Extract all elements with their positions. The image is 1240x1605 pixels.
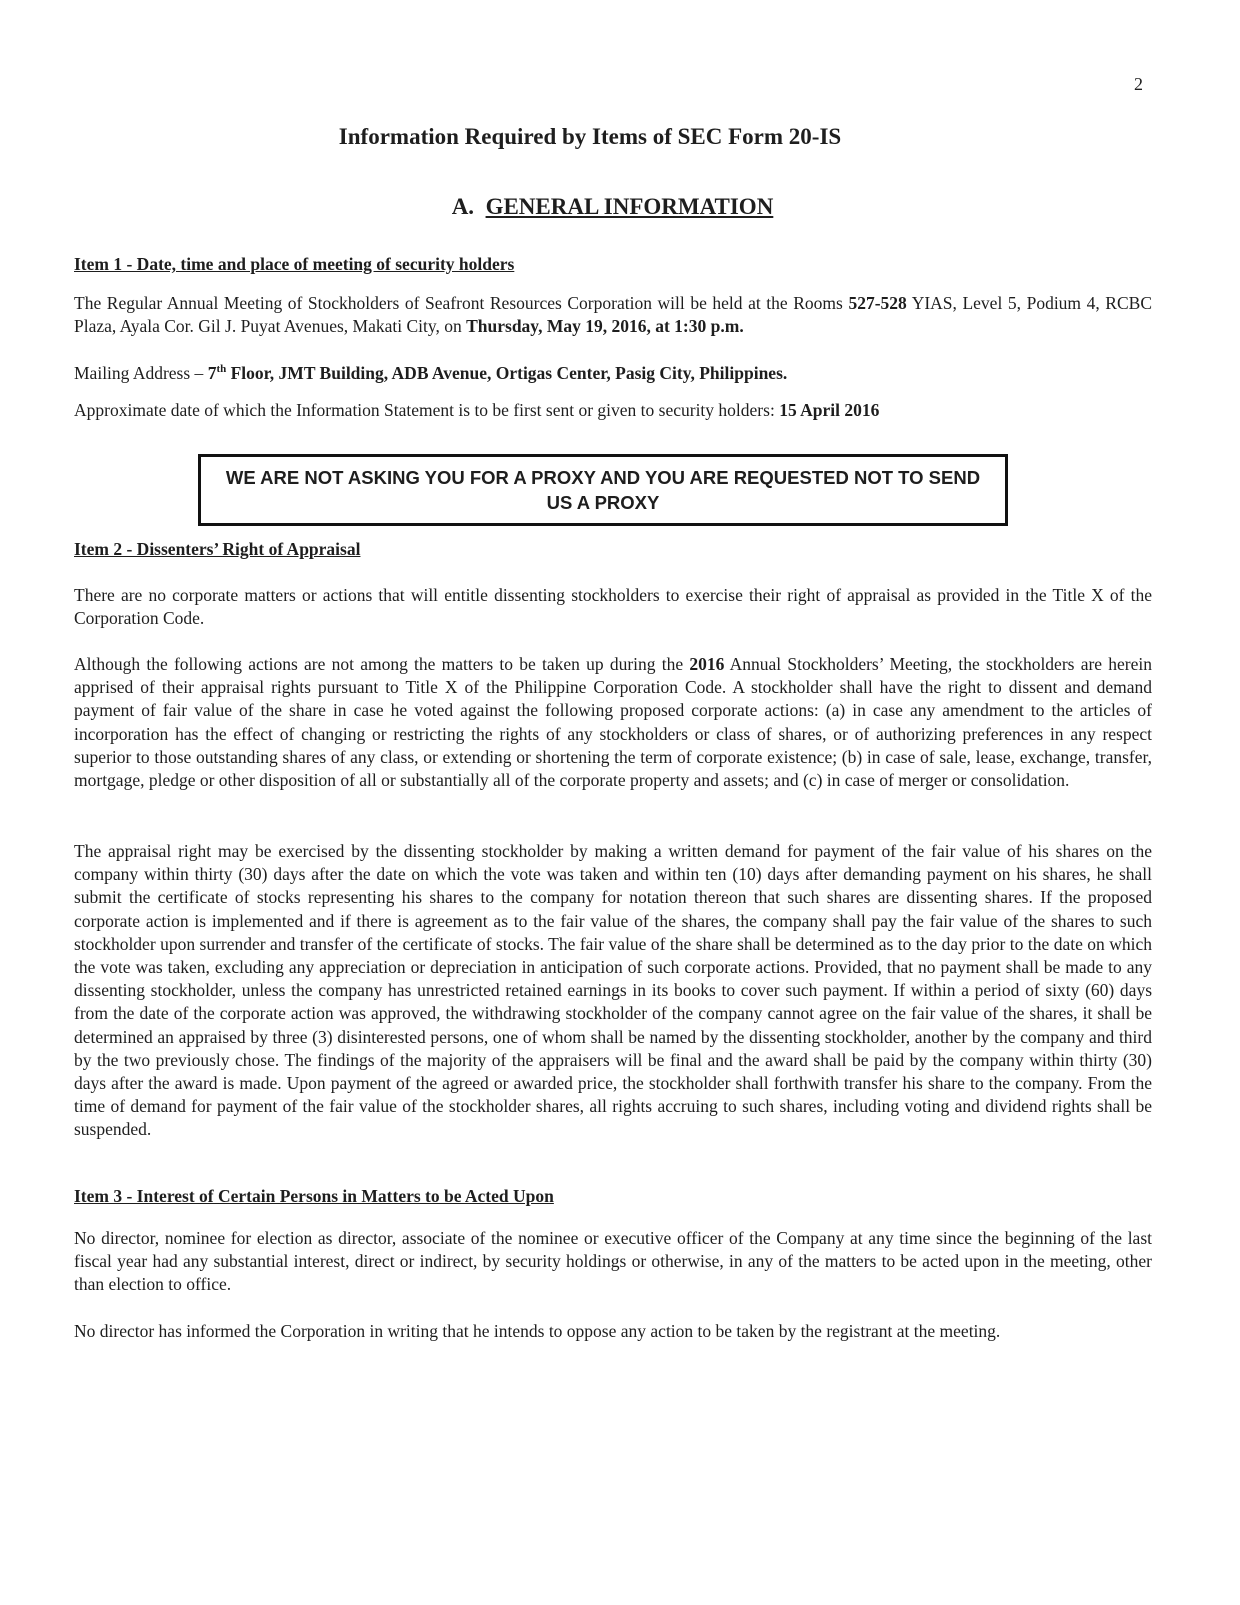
item2-p2-text-a: Although the following actions are not among the matters to be taken up during the	[74, 654, 690, 674]
section-heading	[0, 194, 1225, 220]
item1-meeting-date: Thursday, May 19, 2016, at 1:30 p.m.	[466, 316, 744, 337]
proxy-notice-box	[198, 454, 1008, 526]
item2-p2-text-b: Annual Stockholders’ Meeting, the stockholders are herein apprised of their appraisal rights pursuant to Title X of the Philippine Corporation Code. A stockholder shall have the right to dissent and demand payment of fair value of the share in case he voted against the following proposed corporate actions: (a) in case any amendment to the articles of incorporation has the effect of changing or restricting the rights of any stockholders or class of shares, or of authorizing preferences in any respect superior to those outstanding shares of any class, or extending or shortening the term of corporate existence; (b) in case of sale, lease, exchange, transfer, mortgage, pledge or other disposition of all or substantially all of the corporate property and assets; and (c) in case of merger or consolidation.	[74, 654, 1153, 791]
item1-p1-text-a: The Regular Annual Meeting of Stockholders of Seafront Resources Corporation will be held at the Rooms	[74, 293, 849, 313]
mailing-floor-suffix: th	[216, 363, 227, 375]
approx-date-value: 15 April 2016	[779, 400, 880, 420]
item2-paragraph-3: The appraisal right may be exercised by the dissenting stockholder by making a written demand for payment of the fair value of his shares on the company within thirty (30) days after the date on which the vote was taken and within ten (10) days after demanding payment on his shares, he shall submit the certificate of stocks representing his shares to the company for notation thereon that such shares are dissenting shares. If the proposed corporate action is implemented and if there is agreement as to the fair value of the shares, the company shall pay the fair value of the shares to such stockholder upon surrender and transfer of the certificate of stocks. The fair value of the share shall be determined as to the day prior to the date on which the vote was taken, excluding any appreciation or depreciation in anticipation of such corporate actions. Provided, that no payment shall be made to any dissenting stockholder, unless the company has unrestricted retained earnings in its books to cover such payment. If within a period of sixty (60) days from the date of the corporate action was approved, the withdrawing stockholder of the company cannot agree on the fair value of the shares, it shall be determined an appraised by three (3) disinterested persons, one of whom shall be named by the dissenting stockholder, another by the company and third by the two previously chose. The findings of the majority of the appraisers will be final and the award shall be paid by the company within thirty (30) days after the award is made. Upon payment of the agreed or awarded price, the stockholder shall forthwith transfer his share to the company. From the time of demand for payment of the fair value of the stockholder shares, all rights accruing to such shares, including voting and dividend rights shall be suspended.	[74, 841, 1152, 1140]
item1-meeting-paragraph	[74, 292, 1152, 338]
item2-paragraph-1: There are no corporate matters or actions that will entitle dissenting stockholders to exercise their right of appraisal as provided in the Title X of the Corporation Code.	[74, 585, 1152, 629]
mailing-label: Mailing Address –	[74, 362, 208, 383]
item3-heading: Item 3 - Interest of Certain Persons in Matters to be Acted Upon	[74, 1186, 554, 1206]
item1-heading: Item 1 - Date, time and place of meeting of security holders	[74, 254, 515, 274]
section-name: GENERAL INFORMATION	[485, 194, 774, 219]
proxy-notice-text: WE ARE NOT ASKING YOU FOR A PROXY AND YOU ARE REQUESTED NOT TO SEND US A PROXY	[225, 467, 981, 513]
document-title: Information Required by Items of SEC Form 20-IS	[338, 124, 842, 149]
item3-paragraph-2: No director has informed the Corporation in writing that he intends to oppose any action to be taken by the registrant at the meeting.	[74, 1321, 1001, 1341]
item3-paragraph-1: No director, nominee for election as director, associate of the nominee or executive officer of the Company at any time since the beginning of the last fiscal year had any substantial interest, direct or indirect, by security holdings or otherwise, in any of the matters to be acted upon in the meeting, other than election to office.	[74, 1228, 1152, 1295]
item2-paragraph-2	[74, 653, 1152, 792]
item1-mailing-address	[74, 358, 1152, 385]
approx-date-label: Approximate date of which the Information Statement is to be first sent or given to security holders:	[74, 400, 780, 420]
mailing-address-rest: Floor, JMT Building, ADB Avenue, Ortigas Center, Pasig City, Philippines.	[226, 362, 788, 383]
item2-heading: Item 2 - Dissenters’ Right of Appraisal	[74, 539, 361, 559]
section-letter: A.	[451, 194, 475, 219]
page-number: 2	[1134, 74, 1143, 94]
mailing-floor: 7	[207, 362, 217, 383]
item2-p2-year: 2016	[689, 654, 725, 674]
item1-rooms: 527-528	[848, 293, 907, 313]
item1-p1-text-b: YIAS, Level 5, Podium 4, RCBC Plaza, Ayala Cor. Gil J. Puyat Avenues, Makati City, on	[74, 293, 1152, 337]
item1-approximate-date	[74, 399, 1152, 422]
